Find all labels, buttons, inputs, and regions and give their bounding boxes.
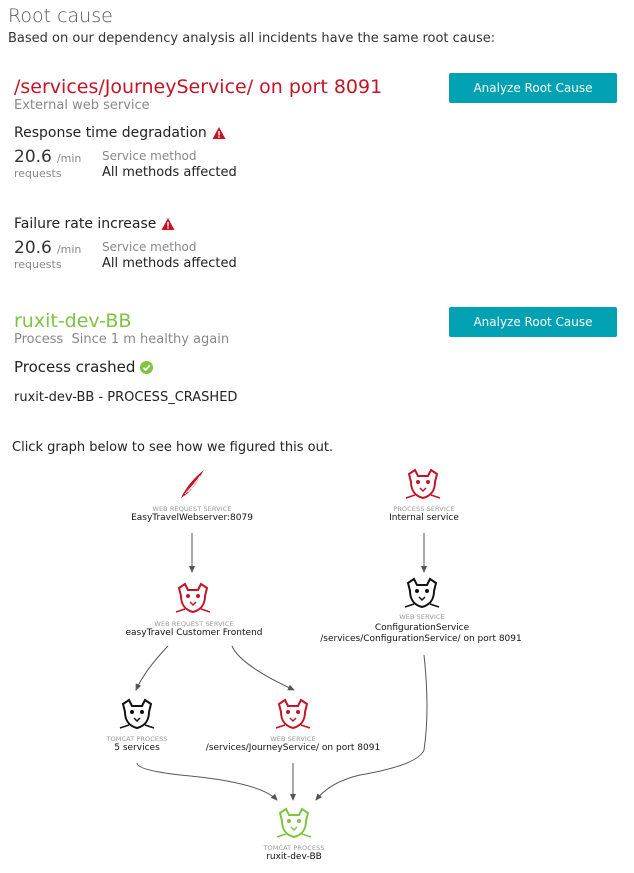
warning-icon [212,126,226,140]
check-circle-icon [140,361,153,374]
node-type: WEB REQUEST SERVICE [154,620,234,628]
event-response-time [14,125,226,141]
entity-type: Process [14,332,64,347]
node-name[interactable]: ruxit-dev-BB [266,852,322,862]
edge-5services-to-ruxit [137,763,277,800]
graph-edges [0,460,634,873]
node-type: TOMCAT PROCESS [106,735,168,743]
event-process-crashed [14,358,153,376]
entity-type: External web service [14,98,150,113]
apache-feather-icon[interactable] [177,468,207,504]
edge-frontend-to-5services [136,646,168,690]
node-type: PROCESS SERVICE [393,505,455,513]
page-subtitle: Based on our dependency analysis all incidents have the same root cause: [8,31,496,46]
node-type: WEB REQUEST SERVICE [152,505,232,513]
metric-unit: /min [56,152,82,165]
event-metric [14,238,81,258]
node-name-detail[interactable]: /services/ConfigurationService/ on port 8091 [320,634,522,644]
node-name[interactable]: EasyTravelWebserver:8079 [131,513,253,523]
analyze-root-cause-button-2[interactable]: Analyze Root Cause [449,307,617,337]
node-type: WEB SERVICE [270,735,316,743]
node-type: WEB SERVICE [399,613,445,621]
warning-icon [161,217,175,231]
tomcat-icon[interactable] [404,577,440,613]
graph-hint: Click graph below to see how we figured this out. [12,440,334,455]
tomcat-icon[interactable] [119,698,155,734]
event-failure-rate [14,216,175,232]
entity-title-ruxit-dev-bb[interactable]: ruxit-dev-BB [14,310,132,332]
edge-frontend-to-journey [232,646,294,690]
tomcat-icon[interactable] [276,807,312,843]
node-name[interactable]: ConfigurationService [374,623,470,633]
tomcat-icon[interactable] [275,698,311,734]
dependency-graph[interactable] [0,460,634,873]
metric-value: 20.6 [14,147,52,167]
meta-value: All methods affected [102,165,237,180]
tomcat-icon[interactable] [175,582,211,618]
node-name[interactable]: Internal service [389,513,459,523]
analyze-root-cause-button-1[interactable]: Analyze Root Cause [449,73,617,103]
page-title: Root cause [8,5,113,27]
meta-label: Service method [102,149,197,163]
metric-unit-label: requests [14,167,62,180]
event-title: Process crashed [14,358,136,376]
node-name[interactable]: /services/JourneyService/ on port 8091 [205,743,381,753]
entity-title-journey-service[interactable]: /services/JourneyService/ on port 8091 [14,76,383,98]
entity-type-status [14,332,229,347]
tomcat-icon[interactable] [405,468,441,504]
meta-value: All methods affected [102,256,237,271]
node-type: TOMCAT PROCESS [263,844,325,852]
edge-config-to-ruxit [316,655,427,800]
metric-unit-label: requests [14,258,62,271]
node-name[interactable]: easyTravel Customer Frontend [125,628,263,638]
meta-label: Service method [102,240,197,254]
entity-status: Since 1 m healthy again [71,332,230,347]
event-detail: ruxit-dev-BB - PROCESS_CRASHED [14,390,238,405]
event-metric [14,147,81,167]
metric-unit: /min [56,243,82,256]
event-title: Response time degradation [14,125,207,141]
metric-value: 20.6 [14,238,52,258]
node-name[interactable]: 5 services [114,743,160,753]
event-title: Failure rate increase [14,216,157,232]
